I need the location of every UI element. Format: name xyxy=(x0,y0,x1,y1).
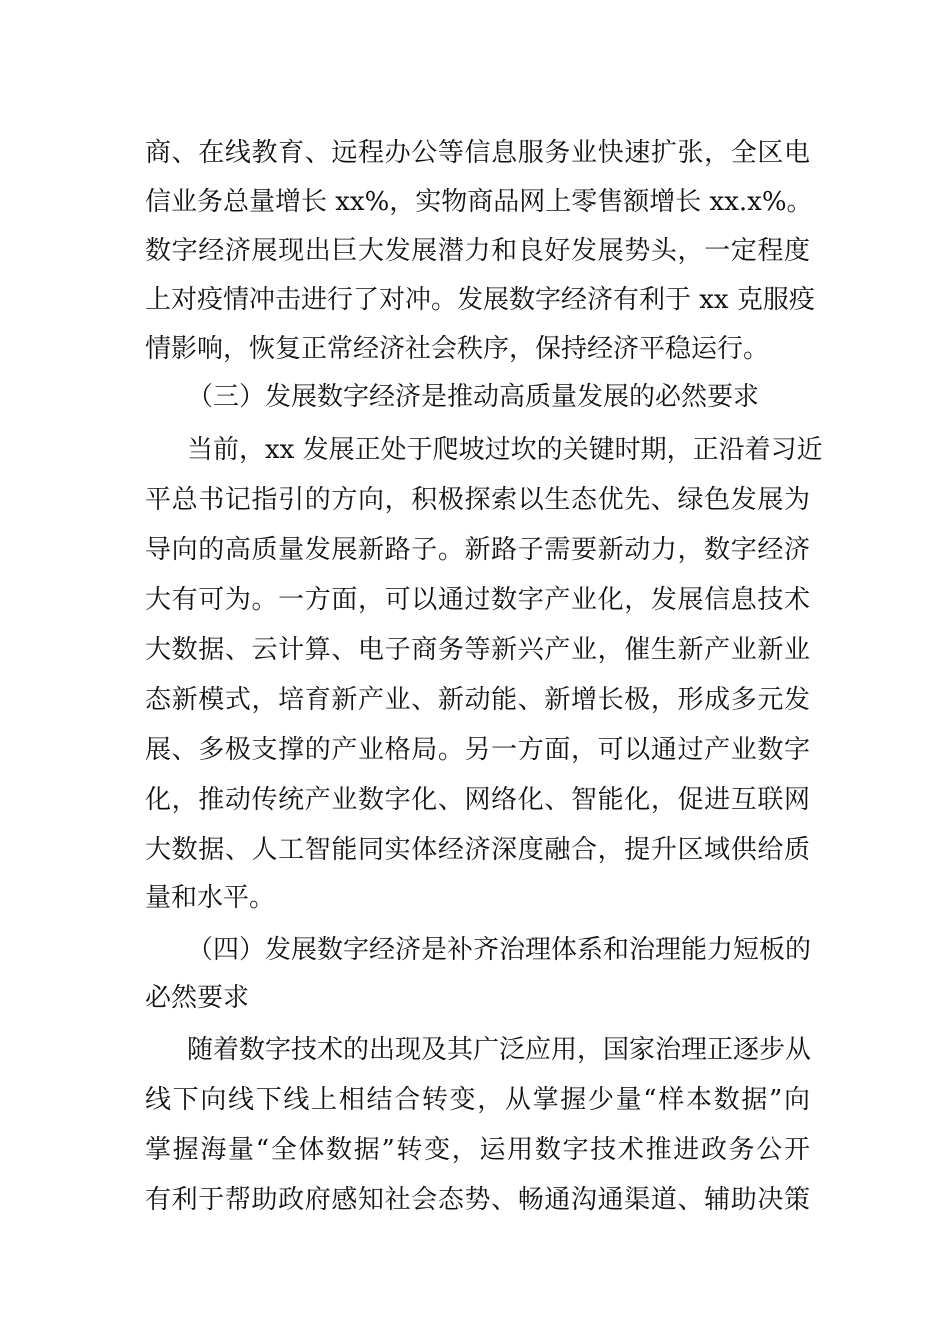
paragraph-line: 当前，xx 发展正处于爬坡过坎的关键时期，正沿着习近 xyxy=(187,435,823,465)
paragraph-line: 化，推动传统产业数字化、网络化、智能化，促进互联网 xyxy=(145,785,810,815)
paragraph-line: 有利于帮助政府感知社会态势、畅通沟通渠道、辅助决策 xyxy=(145,1185,810,1215)
section-heading-4: （四）发展数字经济是补齐治理体系和治理能力短板的 xyxy=(187,935,812,965)
paragraph-line: 情影响，恢复正常经济社会秩序，保持经济平稳运行。 xyxy=(145,334,770,364)
section-heading-3: （三）发展数字经济是推动高质量发展的必然要求 xyxy=(187,382,760,412)
paragraph-line: 数字经济展现出巨大发展潜力和良好发展势头，一定程度 xyxy=(145,236,810,266)
paragraph-line: 态新模式，培育新产业、新动能、新增长极，形成多元发 xyxy=(145,685,810,715)
paragraph-line: 量和水平。 xyxy=(145,883,276,913)
paragraph-line: 上对疫情冲击进行了对冲。发展数字经济有利于 xx 克服疫 xyxy=(145,285,815,315)
paragraph-line: 线下向线下线上相结合转变，从掌握少量“样本数据”向 xyxy=(145,1085,810,1115)
section-heading-4-continued: 必然要求 xyxy=(145,983,250,1013)
paragraph-line: 随着数字技术的出现及其广泛应用，国家治理正逐步从 xyxy=(187,1035,812,1065)
paragraph-line: 大数据、云计算、电子商务等新兴产业，催生新产业新业 xyxy=(145,635,810,665)
paragraph-line: 商、在线教育、远程办公等信息服务业快速扩张，全区电 xyxy=(145,138,810,168)
paragraph-line: 信业务总量增长 xx%，实物商品网上零售额增长 xx.x%。 xyxy=(145,187,813,217)
paragraph-line: 掌握海量“全体数据”转变，运用数字技术推进政务公开 xyxy=(145,1135,810,1165)
paragraph-line: 展、多极支撑的产业格局。另一方面，可以通过产业数字 xyxy=(145,735,810,765)
paragraph-line: 大数据、人工智能同实体经济深度融合，提升区域供给质 xyxy=(145,835,810,865)
paragraph-line: 导向的高质量发展新路子。新路子需要新动力，数字经济 xyxy=(145,535,810,565)
paragraph-line: 大有可为。一方面，可以通过数字产业化，发展信息技术 xyxy=(145,585,810,615)
paragraph-line: 平总书记指引的方向，积极探索以生态优先、绿色发展为 xyxy=(145,485,810,515)
